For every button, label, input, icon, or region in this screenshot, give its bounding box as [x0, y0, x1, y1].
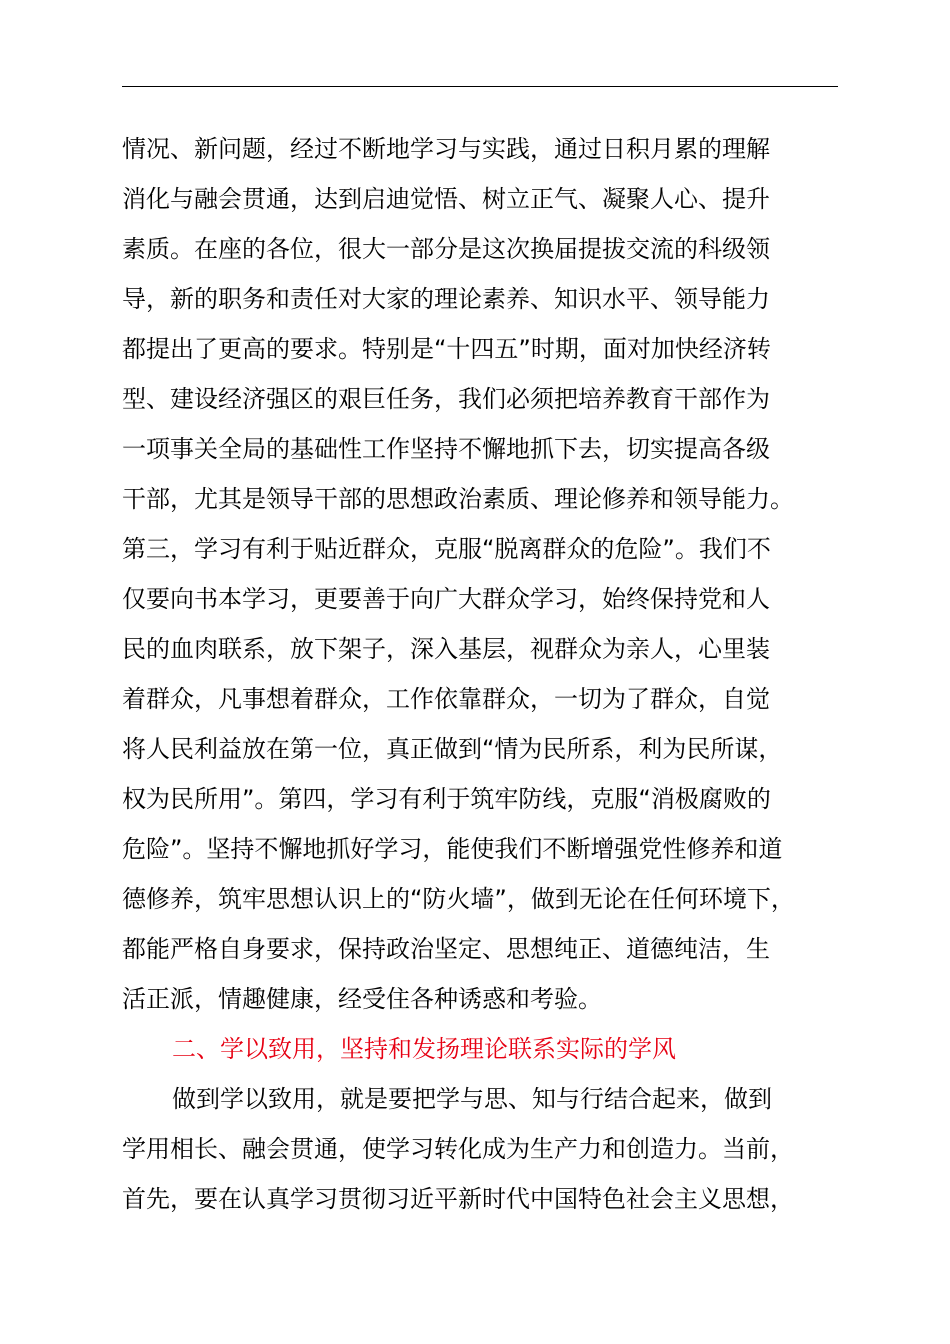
text-line: 素质。在座的各位，很大一部分是这次换届提拔交流的科级领 [122, 235, 770, 263]
paragraph-first-line: 做到学以致用，就是要把学与思、知与行结合起来，做到 [172, 1085, 772, 1113]
text-line: 消化与融会贯通，达到启迪觉悟、树立正气、凝聚人心、提升 [122, 185, 770, 213]
text-line: 第三，学习有利于贴近群众，克服“脱离群众的危险”。我们不 [122, 535, 771, 563]
text-line: 首先，要在认真学习贯彻习近平新时代中国特色社会主义思想， [122, 1185, 794, 1213]
text-line: 将人民利益放在第一位，真正做到“情为民所系，利为民所谋， [122, 735, 783, 763]
text-line: 着群众，凡事想着群众，工作依靠群众，一切为了群众，自觉 [122, 685, 770, 713]
text-line: 导，新的职务和责任对大家的理论素养、知识水平、领导能力 [122, 285, 770, 313]
text-line: 活正派，情趣健康，经受住各种诱惑和考验。 [122, 985, 602, 1013]
text-line: 仅要向书本学习，更要善于向广大群众学习，始终保持党和人 [122, 585, 770, 613]
text-line: 都提出了更高的要求。特别是“十四五”时期，面对加快经济转 [122, 335, 771, 363]
document-body [122, 124, 862, 1224]
text-line: 危险”。坚持不懈地抓好学习，能使我们不断增强党性修养和道 [122, 835, 783, 863]
text-line: 情况、新问题，经过不断地学习与实践，通过日积月累的理解 [122, 135, 770, 163]
section-heading: 二、学以致用，坚持和发扬理论联系实际的学风 [172, 1035, 676, 1063]
text-line: 权为民所用”。第四，学习有利于筑牢防线，克服“消极腐败的 [122, 785, 771, 813]
text-line: 民的血肉联系，放下架子，深入基层，视群众为亲人，心里装 [122, 635, 770, 663]
text-line: 都能严格自身要求，保持政治坚定、思想纯正、道德纯洁，生 [122, 935, 770, 963]
header-rule [122, 86, 838, 87]
text-line: 型、建设经济强区的艰巨任务，我们必须把培养教育干部作为 [122, 385, 770, 413]
text-line: 干部，尤其是领导干部的思想政治素质、理论修养和领导能力。 [122, 485, 794, 513]
text-line: 学用相长、融会贯通，使学习转化成为生产力和创造力。当前， [122, 1135, 794, 1163]
text-line: 一项事关全局的基础性工作坚持不懈地抓下去，切实提高各级 [122, 435, 770, 463]
text-line: 德修养，筑牢思想认识上的“防火墙”，做到无论在任何环境下， [122, 885, 795, 913]
